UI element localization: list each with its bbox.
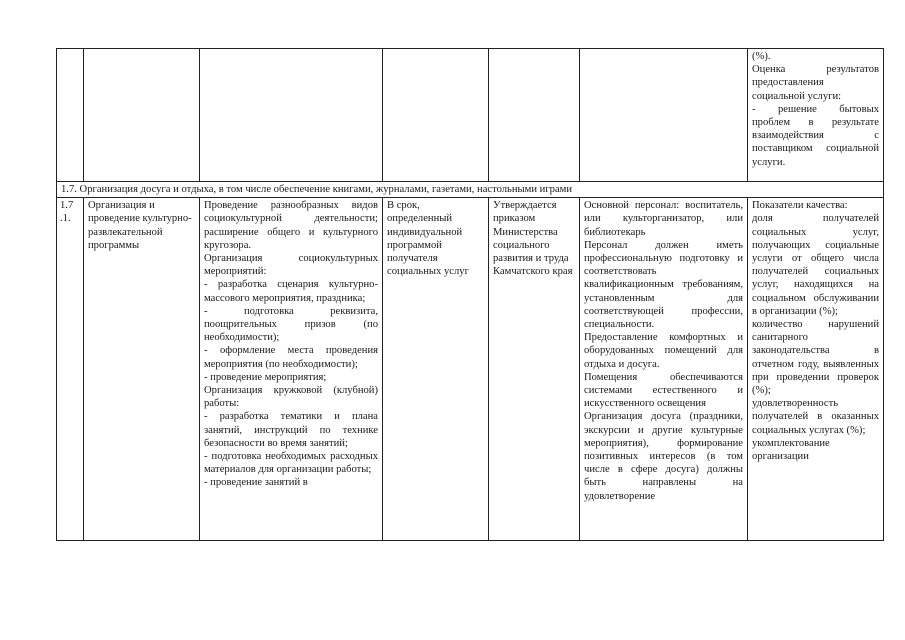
cell-empty [383, 49, 489, 182]
table-row [57, 198, 884, 541]
service-description-cell: Проведение разнообразных видов социокультурной деятельности; расширение общего и культурного кругозора. Организация социокультурных мероприятий: - разработка сценария культурно-массового мероприятия, праздника; - подготовка реквизита, поощрительных призов (по необходимости); - оформление места проведения мероприятия (по необходимости); - проведение мероприятия; Организация кружковой (клубной) работы: - разработка тематики и плана занятий, инструкций по технике безопасности во время занятий; - подготовка необходимых расходных материалов для организации работы; - проведение занятий в [200, 198, 383, 541]
service-norm-cell: Утверждается приказом Министерства социального развития и труда Камчатского края [489, 198, 580, 541]
services-table [56, 48, 884, 541]
section-heading: 1.7. Организация досуга и отдыха, в том числе обеспечение книгами, журналами, газетами, настольными играми [57, 182, 884, 198]
cell-empty [200, 49, 383, 182]
cell-empty [84, 49, 200, 182]
cell-empty [489, 49, 580, 182]
table-row-continued [57, 49, 884, 182]
row-number-cell: 1.7 .1. [57, 198, 84, 541]
quality-indicators-cell: Показатели качества: доля получателей социальных услуг, получающих социальные услуги от общего числа получателей социальных услуг, находящихся на социальном обслуживании в организации (%); количество нарушений санитарного законодательства в отчетном году, выявленных при проведении проверок (%); удовлетворенность получателей в оказанных социальных услугах (%); укомплектование организации [748, 198, 884, 541]
service-conditions-cell: Основной персонал: воспитатель, или культорганизатор, или библиотекарь Персонал должен иметь профессиональную подготовку и соответствовать квалификационным требованиям, установленным для соответствующей профессии, специальности. Предоставление комфортных и оборудованных помещений для отдыха и досуга. Помещения обеспечиваются системами естественного и искусственного освещения Организация досуга (праздники, экскурсии и другие культурные мероприятия), формирование позитивных интересов (в том числе в сфере досуга) должны быть направлены на удовлетворение [580, 198, 748, 541]
cell-empty [57, 49, 84, 182]
cell-empty [580, 49, 748, 182]
section-heading-row [57, 182, 884, 198]
quality-evaluation-cell: (%). Оценка результатов предоставления социальной услуги: - решение бытовых проблем в результате взаимодействия с поставщиком социальной услуги. [748, 49, 884, 182]
service-term-cell: В срок, определенный индивидуальной программой получателя социальных услуг [383, 198, 489, 541]
service-name-cell: Организация и проведение культурно-развлекательной программы [84, 198, 200, 541]
